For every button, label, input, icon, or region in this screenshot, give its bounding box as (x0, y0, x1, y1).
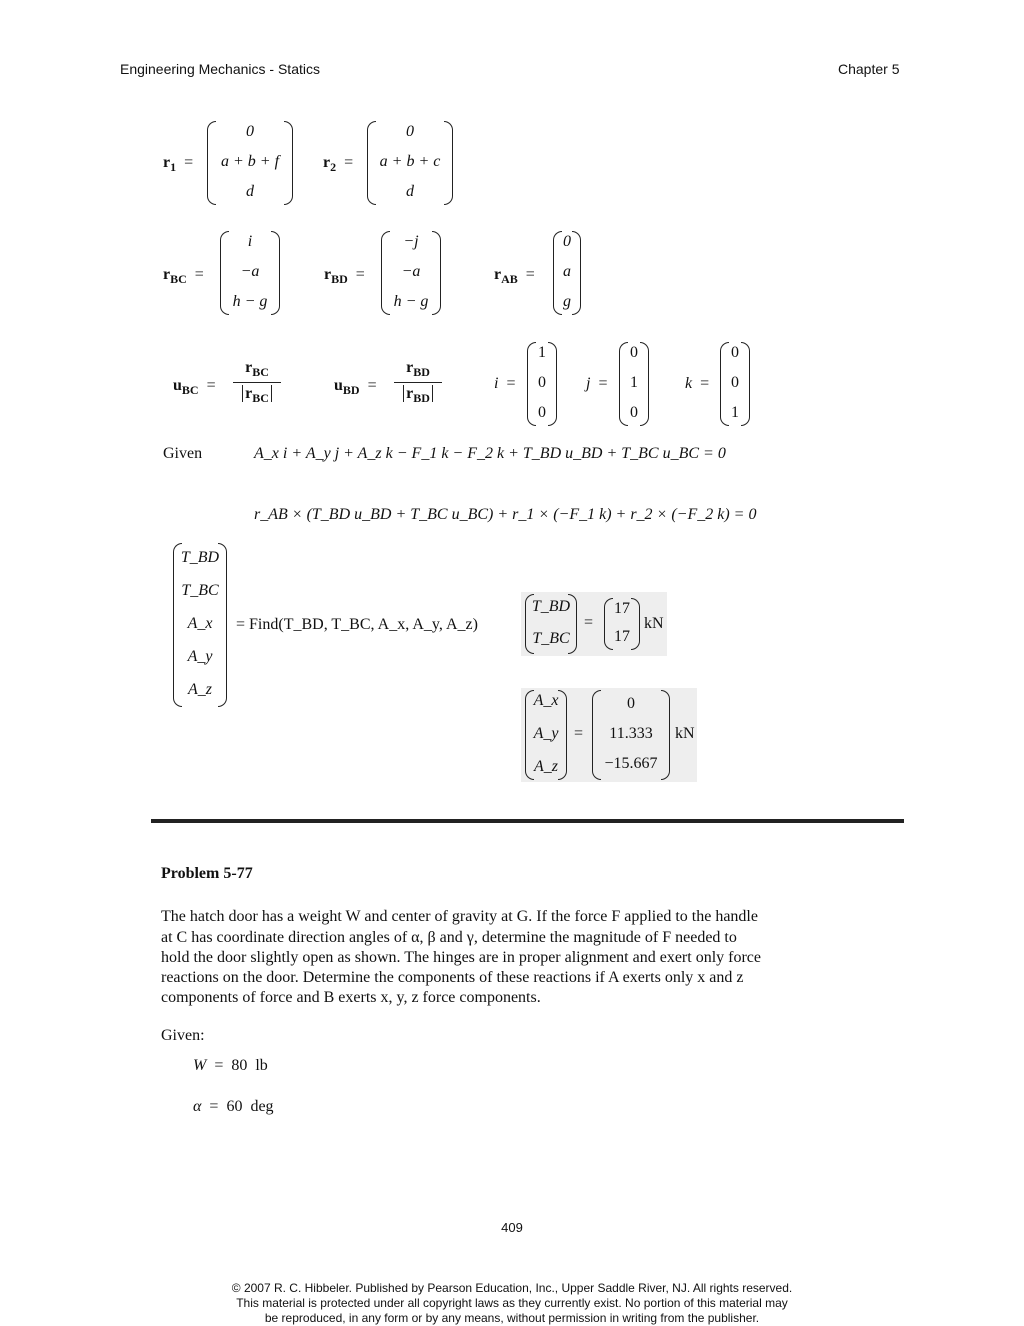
unknown-entry: T_BD (180, 549, 220, 566)
r1-label: $r_1$ = (163, 154, 194, 174)
j-entry: 0 (630, 344, 638, 361)
rAB-vector (553, 231, 581, 315)
r1-entry: d (246, 183, 254, 200)
i-entry: 1 (538, 344, 546, 361)
unknown-entry: A_y (187, 648, 213, 665)
tension-values-vector (604, 598, 640, 650)
rBC-entry: −a (240, 263, 260, 280)
page-number: 409 (501, 1220, 523, 1235)
r1-vector (207, 121, 293, 205)
tension-names-vector (525, 594, 577, 654)
i-label: i = (494, 375, 516, 392)
problem-given-label: Given: (161, 1027, 205, 1044)
reaction-name: A_x (533, 692, 559, 709)
rAB-entry: a (563, 263, 571, 280)
section-divider (151, 819, 904, 823)
k-vector (720, 342, 750, 426)
equilibrium-moment-equation: r_AB × (T_BD u_BD + T_BC u_BC) + r_1 × (−F_1 k) + r_2 × (−F_2 k) = 0 (254, 506, 757, 523)
j-label: j = (586, 375, 608, 392)
i-entry: 0 (538, 404, 546, 421)
rBD-entry: −j (403, 233, 419, 250)
rBD-vector (381, 231, 441, 315)
uBD-label: $u_{BD}$ = (334, 377, 377, 397)
rBC-entry: h − g (232, 293, 268, 310)
rBC-label: $r_{BC}$ = (163, 266, 204, 286)
tension-value: 17 (614, 628, 630, 645)
given-alpha: α = 60 deg (193, 1098, 274, 1115)
tension-value: 17 (614, 600, 630, 617)
rBD-entry: −a (401, 263, 421, 280)
unknown-entry: T_BC (181, 582, 219, 599)
uBC-label: $u_{BC}$ = (173, 377, 216, 397)
problem-statement-line: The hatch door has a weight W and center of gravity at G. If the force F applied to the handle (161, 908, 758, 925)
rAB-entry: g (563, 293, 571, 310)
rAB-entry: 0 (563, 233, 571, 250)
equilibrium-force-equation: A_x i + A_y j + A_z k − F_1 k − F_2 k + T_BD u_BD + T_BC u_BC = 0 (254, 445, 726, 462)
tension-name: T_BC (532, 630, 570, 647)
problem-title: Problem 5-77 (161, 865, 253, 882)
unknown-entry: A_z (188, 681, 212, 698)
problem-statement-line: at C has coordinate direction angles of α, β and γ, determine the magnitude of F needed to (161, 929, 737, 946)
reaction-names-vector (525, 690, 567, 780)
r2-entry: a + b + c (379, 153, 441, 170)
copyright-line: This material is protected under all copyright laws as they currently exist. No portion of this material may (236, 1296, 788, 1310)
r2-vector (367, 121, 453, 205)
rAB-label: $r_{AB}$ = (494, 266, 535, 286)
unknowns-vector (173, 543, 227, 707)
tension-unit: kN (644, 615, 664, 632)
rBD-label: $r_{BD}$ = (324, 266, 365, 286)
given-label: Given (163, 445, 203, 462)
reaction-value: 0 (627, 695, 635, 712)
problem-statement-line: components of force and B exerts x, y, z force components. (161, 989, 541, 1006)
j-entry: 0 (630, 404, 638, 421)
k-entry: 1 (731, 404, 739, 421)
tension-equals: = (584, 614, 594, 631)
i-entry: 0 (538, 374, 546, 391)
find-call: = Find(T_BD, T_BC, A_x, A_y, A_z) (236, 616, 478, 633)
problem-statement-line: reactions on the door. Determine the components of these reactions if A exerts only x and z (161, 969, 744, 986)
reaction-values-vector (592, 690, 670, 780)
copyright-line: be reproduced, in any form or by any means, without permission in writing from the publisher. (264, 1311, 760, 1325)
uBD-fraction: $r_{BD}$ $r_{BD}$ (394, 359, 442, 406)
r1-entry: a + b + f (220, 153, 280, 170)
k-label: k = (685, 375, 710, 392)
r2-entry: 0 (406, 123, 414, 140)
k-entry: 0 (731, 344, 739, 361)
problem-statement-line: hold the door slightly open as shown. The hinges are in proper alignment and exert only force (161, 949, 761, 966)
rBC-entry: i (247, 233, 253, 250)
r1-entry: 0 (246, 123, 254, 140)
unknown-entry: A_x (187, 615, 213, 632)
running-header-title: Engineering Mechanics - Statics (120, 61, 320, 77)
reaction-value: 11.333 (609, 725, 653, 742)
reaction-name: A_y (533, 725, 559, 742)
tension-name: T_BD (531, 598, 571, 615)
reaction-unit: kN (675, 725, 695, 742)
given-weight: W = 80 lb (193, 1057, 268, 1074)
copyright-line: © 2007 R. C. Hibbeler. Published by Pearson Education, Inc., Upper Saddle River, NJ. All rights reserved. (231, 1281, 793, 1295)
r2-entry: d (406, 183, 414, 200)
j-entry: 1 (630, 374, 638, 391)
rBD-entry: h − g (393, 293, 429, 310)
r2-label: $r_2$ = (323, 154, 354, 174)
reaction-name: A_z (534, 758, 558, 775)
i-vector (527, 342, 557, 426)
running-header-chapter: Chapter 5 (838, 61, 900, 77)
j-vector (619, 342, 649, 426)
rBC-vector (220, 231, 280, 315)
uBC-fraction: $r_{BC}$ $r_{BC}$ (233, 359, 281, 406)
reaction-equals: = (574, 725, 584, 742)
k-entry: 0 (731, 374, 739, 391)
reaction-value: −15.667 (604, 755, 658, 772)
